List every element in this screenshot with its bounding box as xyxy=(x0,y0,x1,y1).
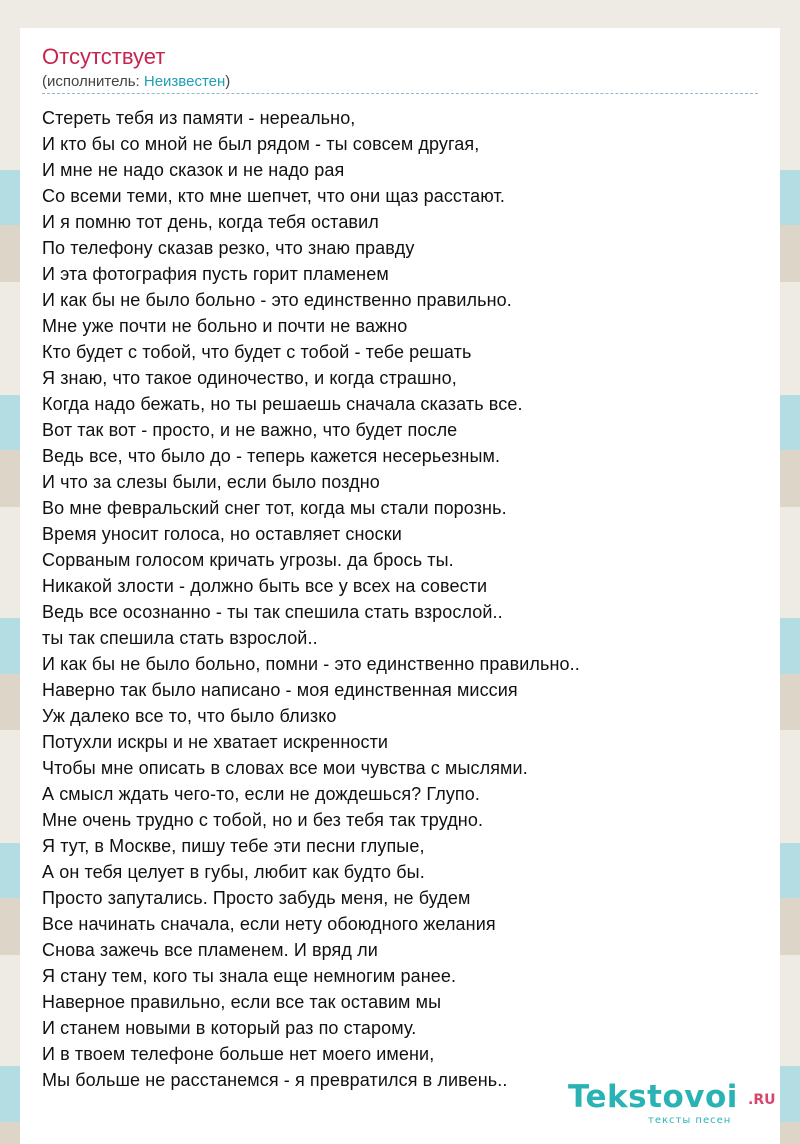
lyric-line: Время уносит голоса, но оставляет сноски xyxy=(42,524,402,544)
lyric-line: И я помню тот день, когда тебя оставил xyxy=(42,212,379,232)
lyric-line: Сорваным голосом кричать угрозы. да брось ты. xyxy=(42,550,454,570)
lyric-line: Когда надо бежать, но ты решаешь сначала сказать все. xyxy=(42,394,523,414)
lyric-line: Во мне февральский снег тот, когда мы стали порознь. xyxy=(42,498,507,518)
lyric-line: Потухли искры и не хватает искренности xyxy=(42,732,389,752)
lyric-line: И эта фотография пусть горит пламенем xyxy=(42,264,389,284)
lyric-line: Все начинать сначала, если нету обоюдного желания xyxy=(42,914,496,934)
lyric-line: Снова зажечь все пламенем. И вряд ли xyxy=(42,940,378,960)
lyric-line: По телефону сказав резко, что знаю правду xyxy=(42,238,415,258)
lyric-line: А он тебя целует в губы, любит как будто бы. xyxy=(42,862,425,882)
lyric-line: И что за слезы были, если было поздно xyxy=(42,472,380,492)
lyric-line: Наверное правильно, если все так оставим мы xyxy=(42,992,442,1012)
lyric-line: Просто запутались. Просто забудь меня, не будем xyxy=(42,888,471,908)
lyric-line: Никакой злости - должно быть все у всех на совести xyxy=(42,576,488,596)
lyric-line: ты так спешила стать взрослой.. xyxy=(42,628,318,648)
lyric-line: Со всеми теми, кто мне шепчет, что они щаз расстают. xyxy=(42,186,505,206)
logo-tagline: тексты песен xyxy=(648,1115,732,1126)
lyric-line: Мне уже почти не больно и почти не важно xyxy=(42,316,408,336)
lyric-line: Стереть тебя из памяти - нереально, xyxy=(42,108,356,128)
lyric-line: Мы больше не расстанемся - я превратился в ливень.. xyxy=(42,1070,508,1090)
lyric-line: Вот так вот - просто, и не важно, что будет после xyxy=(42,420,458,440)
site-logo[interactable] xyxy=(568,1078,780,1130)
lyric-line: Уж далеко все то, что было близко xyxy=(42,706,337,726)
lyric-line: Ведь все, что было до - теперь кажется несерьезным. xyxy=(42,446,501,466)
artist-link[interactable]: Неизвестен xyxy=(143,73,226,90)
lyrics-text xyxy=(42,105,758,1093)
lyric-line: И как бы не было больно, помни - это единственно правильно.. xyxy=(42,654,580,674)
dashed-divider xyxy=(42,93,758,94)
logo-brand: Tekstovoi xyxy=(568,1079,738,1115)
lyric-line: И станем новыми в который раз по старому. xyxy=(42,1018,417,1038)
lyric-line: Я знаю, что такое одиночество, и когда страшно, xyxy=(42,368,457,388)
performer-line xyxy=(42,73,230,91)
lyric-line: Я стану тем, кого ты знала еще немногим ранее. xyxy=(42,966,457,986)
lyrics-card xyxy=(20,28,780,1144)
logo-tld: .RU xyxy=(748,1092,776,1108)
performer-suffix: ) xyxy=(225,73,231,90)
lyric-line: Ведь все осознанно - ты так спешила стать взрослой.. xyxy=(42,602,503,622)
lyric-line: А смысл ждать чего-то, если не дождешься? Глупо. xyxy=(42,784,480,804)
lyric-line: Кто будет с тобой, что будет с тобой - тебе решать xyxy=(42,342,472,362)
lyric-line: Я тут, в Москве, пишу тебе эти песни глупые, xyxy=(42,836,425,856)
performer-prefix: (исполнитель: xyxy=(42,73,144,90)
lyric-line: И кто бы со мной не был рядом - ты совсем другая, xyxy=(42,134,480,154)
lyric-line: И как бы не было больно - это единственно правильно. xyxy=(42,290,512,310)
lyric-line: И в твоем телефоне больше нет моего имени, xyxy=(42,1044,435,1064)
song-title: Отсутствует xyxy=(42,44,166,69)
lyric-line: Чтобы мне описать в словах все мои чувства с мыслями. xyxy=(42,758,528,778)
lyric-line: Наверно так было написано - моя единственная миссия xyxy=(42,680,518,700)
lyric-line: Мне очень трудно с тобой, но и без тебя так трудно. xyxy=(42,810,484,830)
lyric-line: И мне не надо сказок и не надо рая xyxy=(42,160,345,180)
